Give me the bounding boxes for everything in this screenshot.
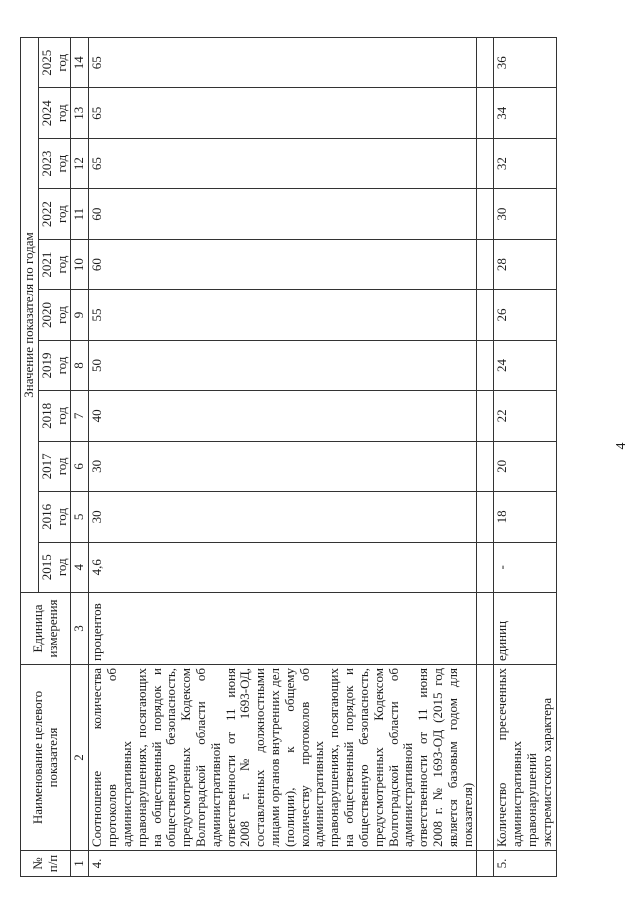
row-number: 4. [89, 851, 477, 877]
gap-cell [477, 542, 494, 592]
value-cell: 4,6 [89, 542, 477, 592]
header-unit-label: Единица измерения [29, 599, 60, 658]
column-number: 2 [71, 665, 89, 851]
header-unit [21, 593, 71, 665]
page-number: 4 [614, 442, 629, 450]
gap-cell [477, 851, 494, 877]
column-number: 12 [71, 138, 89, 188]
indicator-table [20, 37, 557, 877]
year-header: 2024 год [38, 88, 71, 138]
column-number: 14 [71, 38, 89, 88]
header-no-label: № п/п [29, 854, 60, 873]
column-number: 13 [71, 88, 89, 138]
header-no [21, 851, 71, 877]
column-number: 4 [71, 542, 89, 592]
gap-cell [477, 189, 494, 239]
indicator-name: Количество пресеченных административных правонарушений экстремистского характера [494, 665, 556, 851]
column-number: 7 [71, 391, 89, 441]
year-header: 2020 год [38, 290, 71, 340]
row-gap [477, 38, 494, 877]
gap-cell [477, 88, 494, 138]
gap-cell [477, 239, 494, 289]
unit-cell: процентов [89, 593, 477, 665]
header-name-label: Наименование целевого показателя [29, 690, 60, 825]
value-cell: 30 [89, 492, 477, 542]
value-cell: 40 [89, 391, 477, 441]
value-cell: 28 [494, 239, 556, 289]
value-cell: 18 [494, 492, 556, 542]
column-number: 5 [71, 492, 89, 542]
gap-cell [477, 138, 494, 188]
year-header: 2019 год [38, 340, 71, 390]
row-number: 5. [494, 851, 556, 877]
column-number: 1 [71, 851, 89, 877]
value-cell: 60 [89, 189, 477, 239]
column-number: 11 [71, 189, 89, 239]
value-cell: 22 [494, 391, 556, 441]
gap-cell [477, 290, 494, 340]
value-cell: - [494, 542, 556, 592]
value-cell: 55 [89, 290, 477, 340]
unit-cell: единиц [494, 593, 556, 665]
header-values-group-label: Значение показателя по годам [21, 232, 36, 398]
year-header: 2023 год [38, 138, 71, 188]
indicator-name: Соотношение количества протоколов об административных правонарушениях, посягающих на общественный порядок и общественную безопасность, предусмотренных Кодексом Волгоградской области об административной ответственности от 11 июня 2008 г. № 1693-ОД, составленных должностными лицами органов внутренних дел (полиции), к общему количеству протоколов об административных правонарушениях, посягающих на общественный порядок и общественную безопасность, предусмотренных Кодексом Волгоградской области об административной ответственности от 11 июня 2008 г. № 1693-ОД (2015 год является базовым годом для показателя) [89, 665, 477, 851]
year-header: 2025 год [38, 38, 71, 88]
gap-cell [477, 593, 494, 665]
value-cell: 65 [89, 138, 477, 188]
value-cell: 30 [494, 189, 556, 239]
value-cell: 60 [89, 239, 477, 289]
value-cell: 32 [494, 138, 556, 188]
gap-cell [477, 665, 494, 851]
table-row [89, 38, 477, 877]
value-cell: 36 [494, 38, 556, 88]
value-cell: 65 [89, 88, 477, 138]
year-header: 2022 год [38, 189, 71, 239]
column-number: 9 [71, 290, 89, 340]
gap-cell [477, 492, 494, 542]
column-number: 6 [71, 441, 89, 491]
value-cell: 26 [494, 290, 556, 340]
year-header: 2015 год [38, 542, 71, 592]
year-header: 2021 год [38, 239, 71, 289]
value-cell: 24 [494, 340, 556, 390]
year-header: 2018 год [38, 391, 71, 441]
table-row [494, 38, 556, 877]
column-number: 10 [71, 239, 89, 289]
value-cell: 30 [89, 441, 477, 491]
header-name [21, 665, 71, 851]
column-number-row [71, 38, 89, 877]
value-cell: 34 [494, 88, 556, 138]
gap-cell [477, 340, 494, 390]
gap-cell [477, 38, 494, 88]
value-cell: 20 [494, 441, 556, 491]
year-header: 2017 год [38, 441, 71, 491]
value-cell: 65 [89, 38, 477, 88]
column-number: 8 [71, 340, 89, 390]
header-values-group [21, 38, 39, 593]
gap-cell [477, 441, 494, 491]
value-cell: 50 [89, 340, 477, 390]
gap-cell [477, 391, 494, 441]
column-number: 3 [71, 593, 89, 665]
year-header: 2016 год [38, 492, 71, 542]
